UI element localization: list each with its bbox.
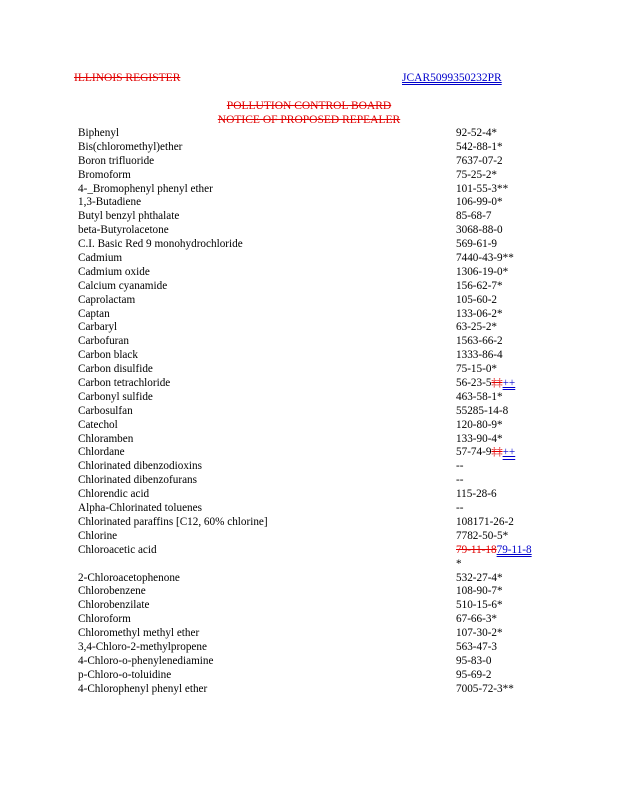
cas-value: 510-15-6* [456,599,503,612]
chemical-name: 1,3-Butadiene [78,196,142,209]
table-row [78,252,558,266]
cas-value: 75-25-2* [456,168,498,181]
table-row [78,377,558,391]
chemical-name: Butyl benzyl phthalate [78,210,180,223]
chemical-name: Chloroform [78,613,131,626]
cas-number [456,183,536,197]
cas-value: 542-88-1* [456,140,503,153]
cas-number [456,391,536,405]
chemical-name: Caprolactam [78,293,136,306]
table-row [78,224,558,238]
chemical-name: C.I. Basic Red 9 monohydrochloride [78,238,243,251]
cas-value: 55285-14-8 [456,404,509,417]
table-row [78,127,558,141]
cas-value: 95-83-0 [456,654,492,667]
cas-number [456,572,536,586]
chemical-name: Bis(chloromethyl)ether [78,140,183,153]
table-row [78,585,558,599]
table-row [78,335,558,349]
chemical-list [78,127,558,697]
cas-number [456,308,536,322]
cas-value: 107-30-2* [456,627,503,640]
cas-number [456,294,536,308]
table-row [78,419,558,433]
table-row [78,280,558,294]
cas-value: 57-74-9 [456,446,492,459]
table-row [78,460,558,474]
cas-number [456,238,536,252]
table-row [78,405,558,419]
cas-number [456,210,536,224]
cas-value: 92-52-4* [456,127,498,139]
table-row [78,294,558,308]
table-row [78,544,558,572]
cas-number [456,141,536,155]
chemical-name: Carbon black [78,349,138,362]
cas-number [456,627,536,641]
cas-value: 7005-72-3** [456,682,514,695]
cas-value: 105-60-2 [456,293,498,306]
table-row [78,363,558,377]
cas-number [456,266,536,280]
table-row [78,530,558,544]
jcar-code-link[interactable]: JCAR5099350232PR [402,72,502,84]
cas-value: 3068-88-0 [456,224,503,237]
chemical-name: Bromoform [78,168,131,181]
cas-value: 95-69-2 [456,668,492,681]
cas-value: 1306-19-0* [456,265,509,278]
cas-number [456,127,536,141]
chemical-name: 4-Chlorophenyl phenyl ether [78,682,208,695]
table-row [78,572,558,586]
register-header: ILLINOIS REGISTER [74,72,181,84]
table-row [78,238,558,252]
chemical-name: Chloramben [78,432,134,445]
cas-number [456,321,536,335]
chemical-name: beta-Butyrolacetone [78,224,169,237]
cas-value: 1563-66-2 [456,335,503,348]
cas-number [456,349,536,363]
table-row [78,613,558,627]
cas-value: 120-80-9* [456,418,503,431]
cas-number [456,502,536,516]
chemical-name: Chlorinated dibenzofurans [78,474,197,487]
cas-value: 67-66-3* [456,613,498,626]
chemical-name: Chlorobenzene [78,585,146,598]
cas-number [456,155,536,169]
chemical-name: Alpha-Chlorinated toluenes [78,502,202,515]
table-row [78,349,558,363]
chemical-name: Chloromethyl methyl ether [78,627,200,640]
cas-value: 115-28-6 [456,488,497,501]
chemical-name: Catechol [78,418,118,431]
cas-value: -- [456,502,464,515]
cas-value: 569-61-9 [456,238,498,251]
chemical-name: Chlorinated dibenzodioxins [78,460,202,473]
cas-value: -- [456,474,464,487]
chemical-name: 2-Chloroacetophenone [78,571,180,584]
cas-number [456,460,536,474]
cas-value: 156-62-7* [456,279,503,292]
chemical-name: Chloroacetic acid [78,543,157,556]
cas-deleted-text: ‡‡ [491,446,503,459]
chemical-name: Calcium cyanamide [78,279,168,292]
table-row [78,196,558,210]
table-row [78,474,558,488]
chemical-name: p-Chloro-o-toluidine [78,668,172,681]
cas-value: 108-90-7* [456,585,503,598]
table-row [78,433,558,447]
chemical-name: Carbon disulfide [78,363,153,376]
cas-value: 7637-07-2 [456,154,503,167]
table-row [78,210,558,224]
cas-number [456,613,536,627]
chemical-name: Carbonyl sulfide [78,390,153,403]
table-row [78,669,558,683]
cas-suffix: * [456,557,462,570]
cas-number [456,488,536,502]
chemical-name: Chlorobenzilate [78,599,150,612]
table-row [78,641,558,655]
cas-value: 56-23-5 [456,377,492,390]
cas-number [456,641,536,655]
cas-value: 63-25-2* [456,321,498,334]
cas-value: 101-55-3** [456,182,509,195]
cas-value: 1333-86-4 [456,349,503,362]
chemical-name: 3,4-Chloro-2-methylpropene [78,640,207,653]
cas-number [456,599,536,613]
cas-inserted-text: 79-11-8 [496,543,532,556]
cas-number [456,474,536,488]
table-row [78,266,558,280]
cas-number [456,655,536,669]
chemical-name: Chlorine [78,529,118,542]
cas-number [456,280,536,294]
table-row [78,141,558,155]
table-row [78,683,558,697]
table-row [78,502,558,516]
table-row [78,446,558,460]
table-row [78,183,558,197]
cas-value: 7440-43-9** [456,252,514,265]
chemical-name: Captan [78,307,110,320]
cas-number [456,335,536,349]
cas-number [456,405,536,419]
table-row [78,488,558,502]
table-row [78,655,558,669]
cas-number [456,544,536,572]
cas-number [456,530,536,544]
cas-number [456,252,536,266]
table-row [78,391,558,405]
chemical-name: 4-_Bromophenyl phenyl ether [78,182,213,195]
chemical-name: Boron trifluoride [78,154,155,167]
chemical-name: Biphenyl [78,127,120,139]
cas-value: 106-99-0* [456,196,503,209]
table-row [78,321,558,335]
cas-inserted-text: ++ [502,446,516,459]
cas-deleted-text: 79-11-18 [456,543,497,556]
cas-number [456,419,536,433]
table-row [78,599,558,613]
cas-number [456,683,536,697]
cas-number [456,363,536,377]
cas-value: 133-90-4* [456,432,503,445]
cas-number [456,585,536,599]
table-row [78,627,558,641]
chemical-name: Cadmium [78,252,123,265]
table-row [78,155,558,169]
table-row [78,516,558,530]
chemical-name: Cadmium oxide [78,265,150,278]
cas-value: 563-47-3 [456,640,498,653]
chemical-name: Carbofuran [78,335,129,348]
notice-title: NOTICE OF PROPOSED REPEALER [217,114,401,126]
cas-value: 75-15-0* [456,363,498,376]
cas-number [456,516,536,530]
table-row [78,169,558,183]
cas-number [456,196,536,210]
cas-value: 7782-50-5* [456,529,509,542]
cas-inserted-text: ++ [502,377,516,390]
chemical-name: Chlorendic acid [78,488,150,501]
table-row [78,308,558,322]
cas-value: 463-58-1* [456,390,503,403]
cas-number [456,377,536,391]
cas-value: 133-06-2* [456,307,503,320]
cas-deleted-text: ‡‡ [491,377,503,390]
chemical-name: Carbosulfan [78,404,133,417]
board-title: POLLUTION CONTROL BOARD [226,100,392,112]
cas-number [456,669,536,683]
chemical-name: Chlorinated paraffins [C12, 60% chlorine] [78,515,268,528]
chemical-name: Chlordane [78,446,125,459]
cas-number [456,224,536,238]
cas-value: 85-68-7 [456,210,492,223]
cas-value: -- [456,460,464,473]
chemical-name: 4-Chloro-o-phenylenediamine [78,654,214,667]
chemical-name: Carbaryl [78,321,118,334]
cas-number [456,169,536,183]
cas-number [456,433,536,447]
cas-value: 532-27-4* [456,571,503,584]
cas-number [456,446,536,460]
chemical-name: Carbon tetrachloride [78,377,171,390]
cas-value: 108171-26-2 [456,515,514,528]
